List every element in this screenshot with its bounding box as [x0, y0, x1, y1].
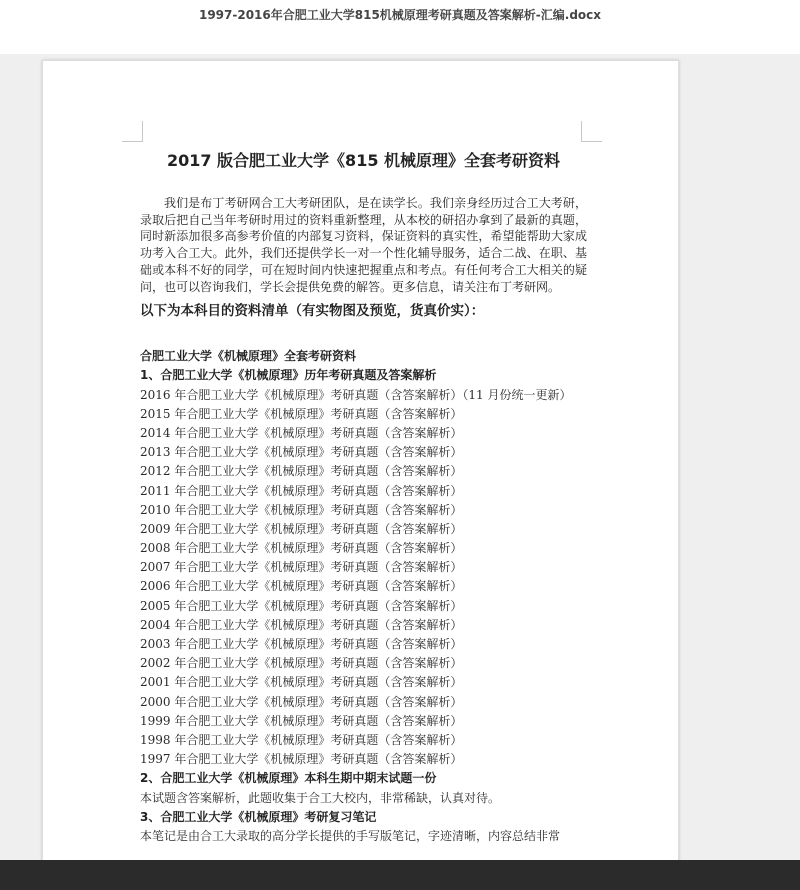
crop-mark-top-right: [581, 121, 602, 142]
section-3-text: 本笔记是由合工大录取的高分学长提供的手写版笔记，字迹清晰，内容总结非常: [140, 828, 561, 843]
exam-list: [140, 386, 587, 770]
list-item: 2008 年合肥工业大学《机械原理》考研真题（含答案解析）: [140, 541, 463, 556]
section-3-title: 3、合肥工业大学《机械原理》考研复习笔记: [140, 809, 377, 824]
list-item: 2003 年合肥工业大学《机械原理》考研真题（含答案解析）: [140, 637, 463, 652]
list-item: 2013 年合肥工业大学《机械原理》考研真题（含答案解析）: [140, 445, 463, 460]
document-page: [42, 60, 679, 860]
blank-line: [140, 327, 587, 347]
document-viewer[interactable]: [0, 54, 800, 860]
list-item: 1998 年合肥工业大学《机械原理》考研真题（含答案解析）: [140, 732, 463, 747]
list-item: 2016 年合肥工业大学《机械原理》考研真题（含答案解析）（11 月份统一更新）: [140, 387, 572, 402]
file-title: 1997-2016年合肥工业大学815机械原理考研真题及答案解析-汇编.docx: [198, 8, 602, 22]
page-content: [140, 141, 587, 846]
crop-mark-top-left: [122, 121, 143, 142]
list-item: 2009 年合肥工业大学《机械原理》考研真题（含答案解析）: [140, 521, 463, 536]
intro-paragraph: 我们是布丁考研网合工大考研团队，是在读学长。我们亲身经历过合工大考研，录取后把自己当年考研时用过的资料重新整理，从本校的研招办拿到了最新的真题，同时新添加很多高参考价值的内部复习资料，保证资料的真实性，希望能帮助大家成功考入合工大。此外，我们还提供学长一对一个性化辅导服务，适合二战、在职、基础或本科不好的同学，可在短时间内快速把握重点和考点。有任何考合工大相关的疑问，也可以咨询我们，学长会提供免费的解答。更多信息，请关注布丁考研网。: [140, 196, 587, 294]
list-item: 2011 年合肥工业大学《机械原理》考研真题（含答案解析）: [140, 483, 463, 498]
list-item: 2012 年合肥工业大学《机械原理》考研真题（含答案解析）: [140, 464, 463, 479]
list-item: 2015 年合肥工业大学《机械原理》考研真题（含答案解析）: [140, 406, 463, 421]
section-1-title: 1、合肥工业大学《机械原理》历年考研真题及答案解析: [140, 368, 437, 383]
list-item: 2005 年合肥工业大学《机械原理》考研真题（含答案解析）: [140, 598, 463, 613]
list-item: 2010 年合肥工业大学《机械原理》考研真题（含答案解析）: [140, 502, 463, 517]
section-2-text: 本试题含答案解析，此题收集于合工大校内，非常稀缺，认真对待。: [140, 790, 501, 805]
list-item: 2007 年合肥工业大学《机械原理》考研真题（含答案解析）: [140, 560, 463, 575]
list-item: 2006 年合肥工业大学《机械原理》考研真题（含答案解析）: [140, 579, 463, 594]
package-title: 合肥工业大学《机械原理》全套考研资料: [140, 349, 357, 364]
list-item: 2002 年合肥工业大学《机械原理》考研真题（含答案解析）: [140, 656, 463, 671]
bottom-bar: [0, 860, 800, 890]
list-item: 1999 年合肥工业大学《机械原理》考研真题（含答案解析）: [140, 713, 463, 728]
section-2-title: 2、合肥工业大学《机械原理》本科生期中期末试题一份: [140, 771, 437, 786]
list-item: 1997 年合肥工业大学《机械原理》考研真题（含答案解析）: [140, 752, 463, 767]
title-bar: [0, 0, 800, 54]
document-title: 2017 版合肥工业大学《815 机械原理》全套考研资料: [166, 151, 561, 170]
list-item: 2004 年合肥工业大学《机械原理》考研真题（含答案解析）: [140, 617, 463, 632]
list-heading: 以下为本科目的资料清单（有实物图及预览，货真价实）：: [140, 303, 485, 320]
list-item: 2001 年合肥工业大学《机械原理》考研真题（含答案解析）: [140, 675, 463, 690]
list-item: 2000 年合肥工业大学《机械原理》考研真题（含答案解析）: [140, 694, 463, 709]
list-item: 2014 年合肥工业大学《机械原理》考研真题（含答案解析）: [140, 425, 463, 440]
